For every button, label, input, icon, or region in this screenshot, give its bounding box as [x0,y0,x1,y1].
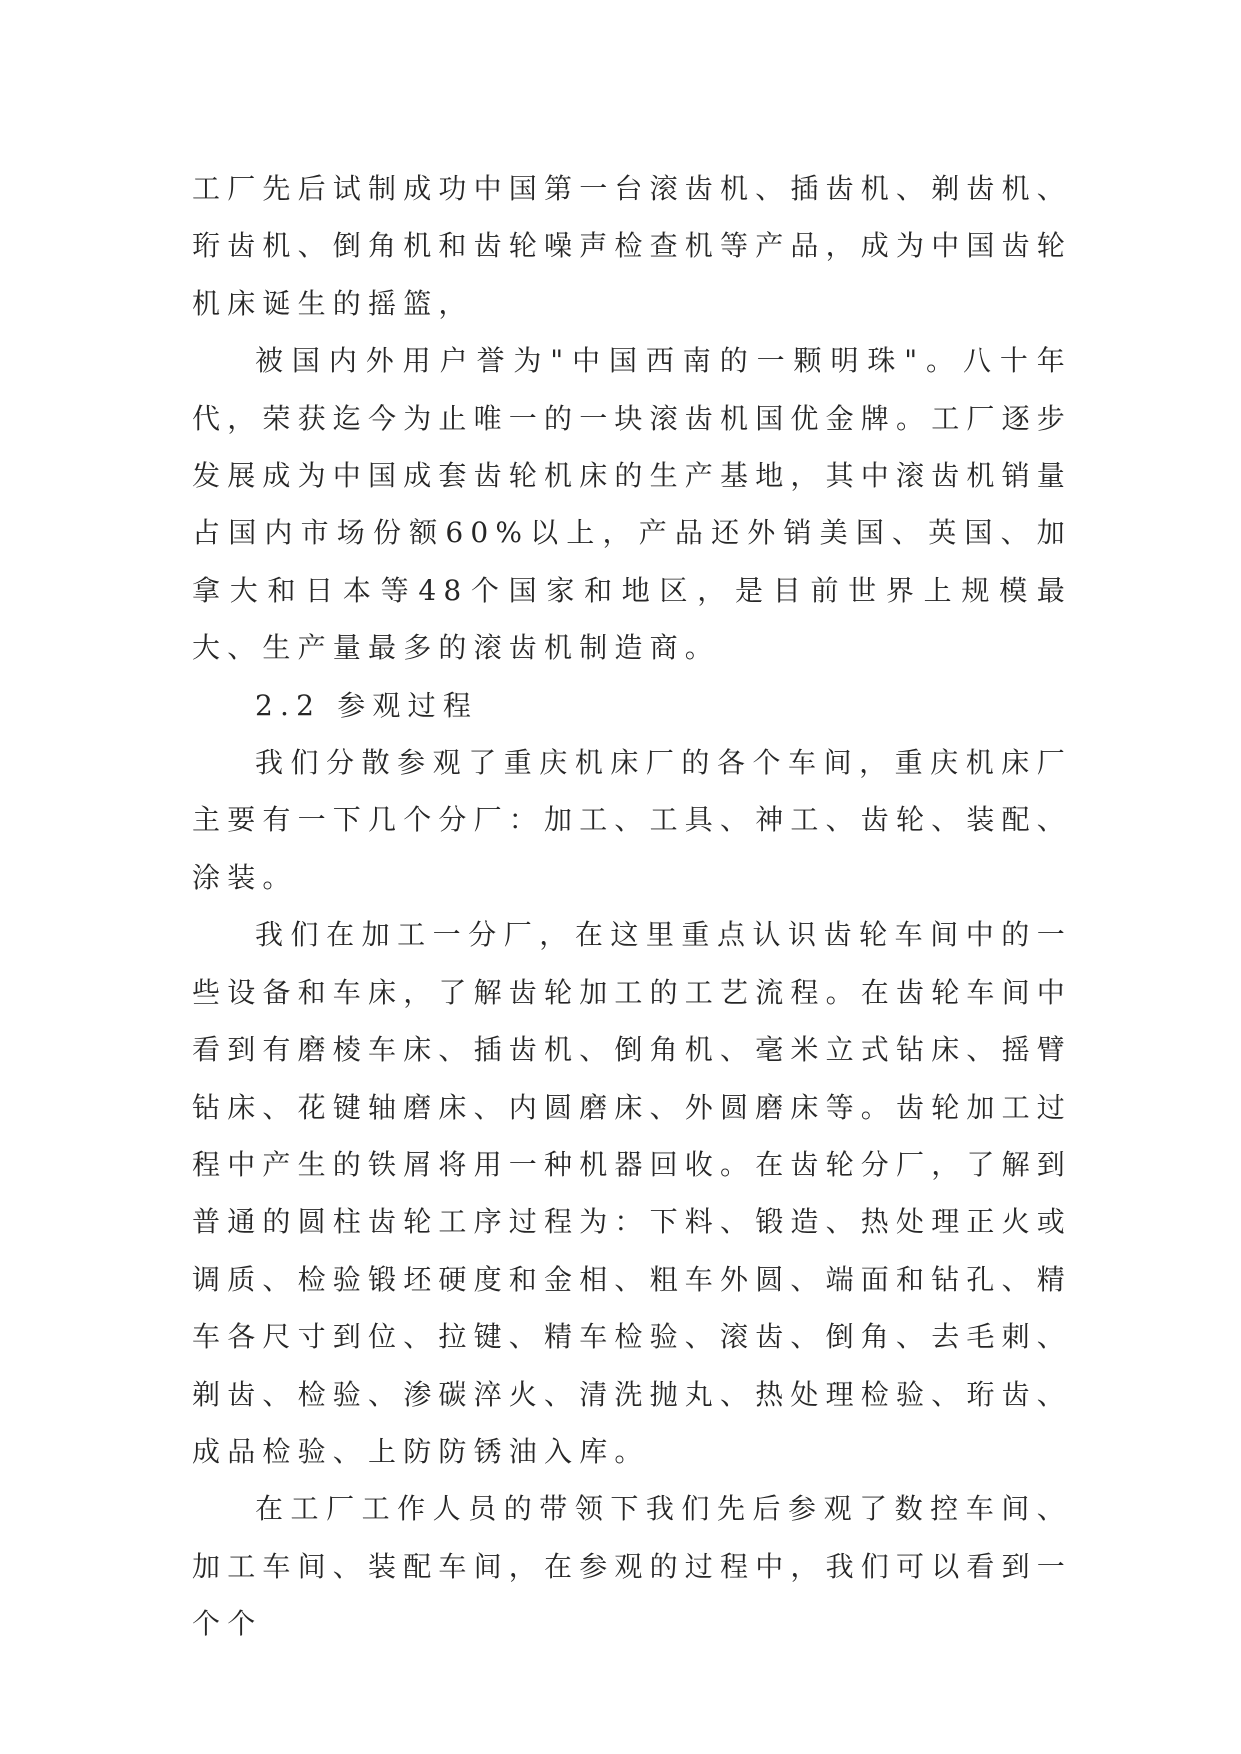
section-heading: 2.2 参观过程 [255,688,479,722]
paragraph-workshops: 我们分散参观了重庆机床厂的各个车间，重庆机床厂主要有一下几个分厂：加工、工具、神工、齿轮、装配、涂装。 [192,746,1073,894]
paragraph-continuation: 工厂先后试制成功中国第一台滚齿机、插齿机、剃齿机、珩齿机、倒角机和齿轮噪声检查机等产品，成为中国齿轮机床诞生的摇篮， [192,172,1073,320]
paragraph-visit: 在工厂工作人员的带领下我们先后参观了数控车间、加工车间、装配车间，在参观的过程中，我们可以看到一个个 [192,1492,1073,1641]
paragraph-reputation: 被国内外用户誉为"中国西南的一颗明珠"。八十年代，荣获迄今为止唯一的一块滚齿机国优金牌。工厂逐步发展成为中国成套齿轮机床的生产基地，其中滚齿机销量占国内市场份额60%以上，产品还外销美国、英国、加拿大和日本等48个国家和地区，是目前世界上规模最大、生产量最多的滚齿机制造商。 [192,344,1073,665]
paragraph-gear-process: 我们在加工一分厂，在这里重点认识齿轮车间中的一些设备和车床，了解齿轮加工的工艺流程。在齿轮车间中看到有磨棱车床、插齿机、倒角机、毫米立式钻床、摇臂钻床、花键轴磨床、内圆磨床、外圆磨床等。齿轮加工过程中产生的铁屑将用一种机器回收。在齿轮分厂，了解到普通的圆柱齿轮工序过程为：下料、锻造、热处理正火或调质、检验锻坯硬度和金相、粗车外圆、端面和钻孔、精车各尺寸到位、拉键、精车检验、滚齿、倒角、去毛刺、剃齿、检验、渗碳淬火、清洗抛丸、热处理检验、珩齿、成品检验、上防防锈油入库。 [192,918,1073,1468]
document-body [192,160,1072,1653]
